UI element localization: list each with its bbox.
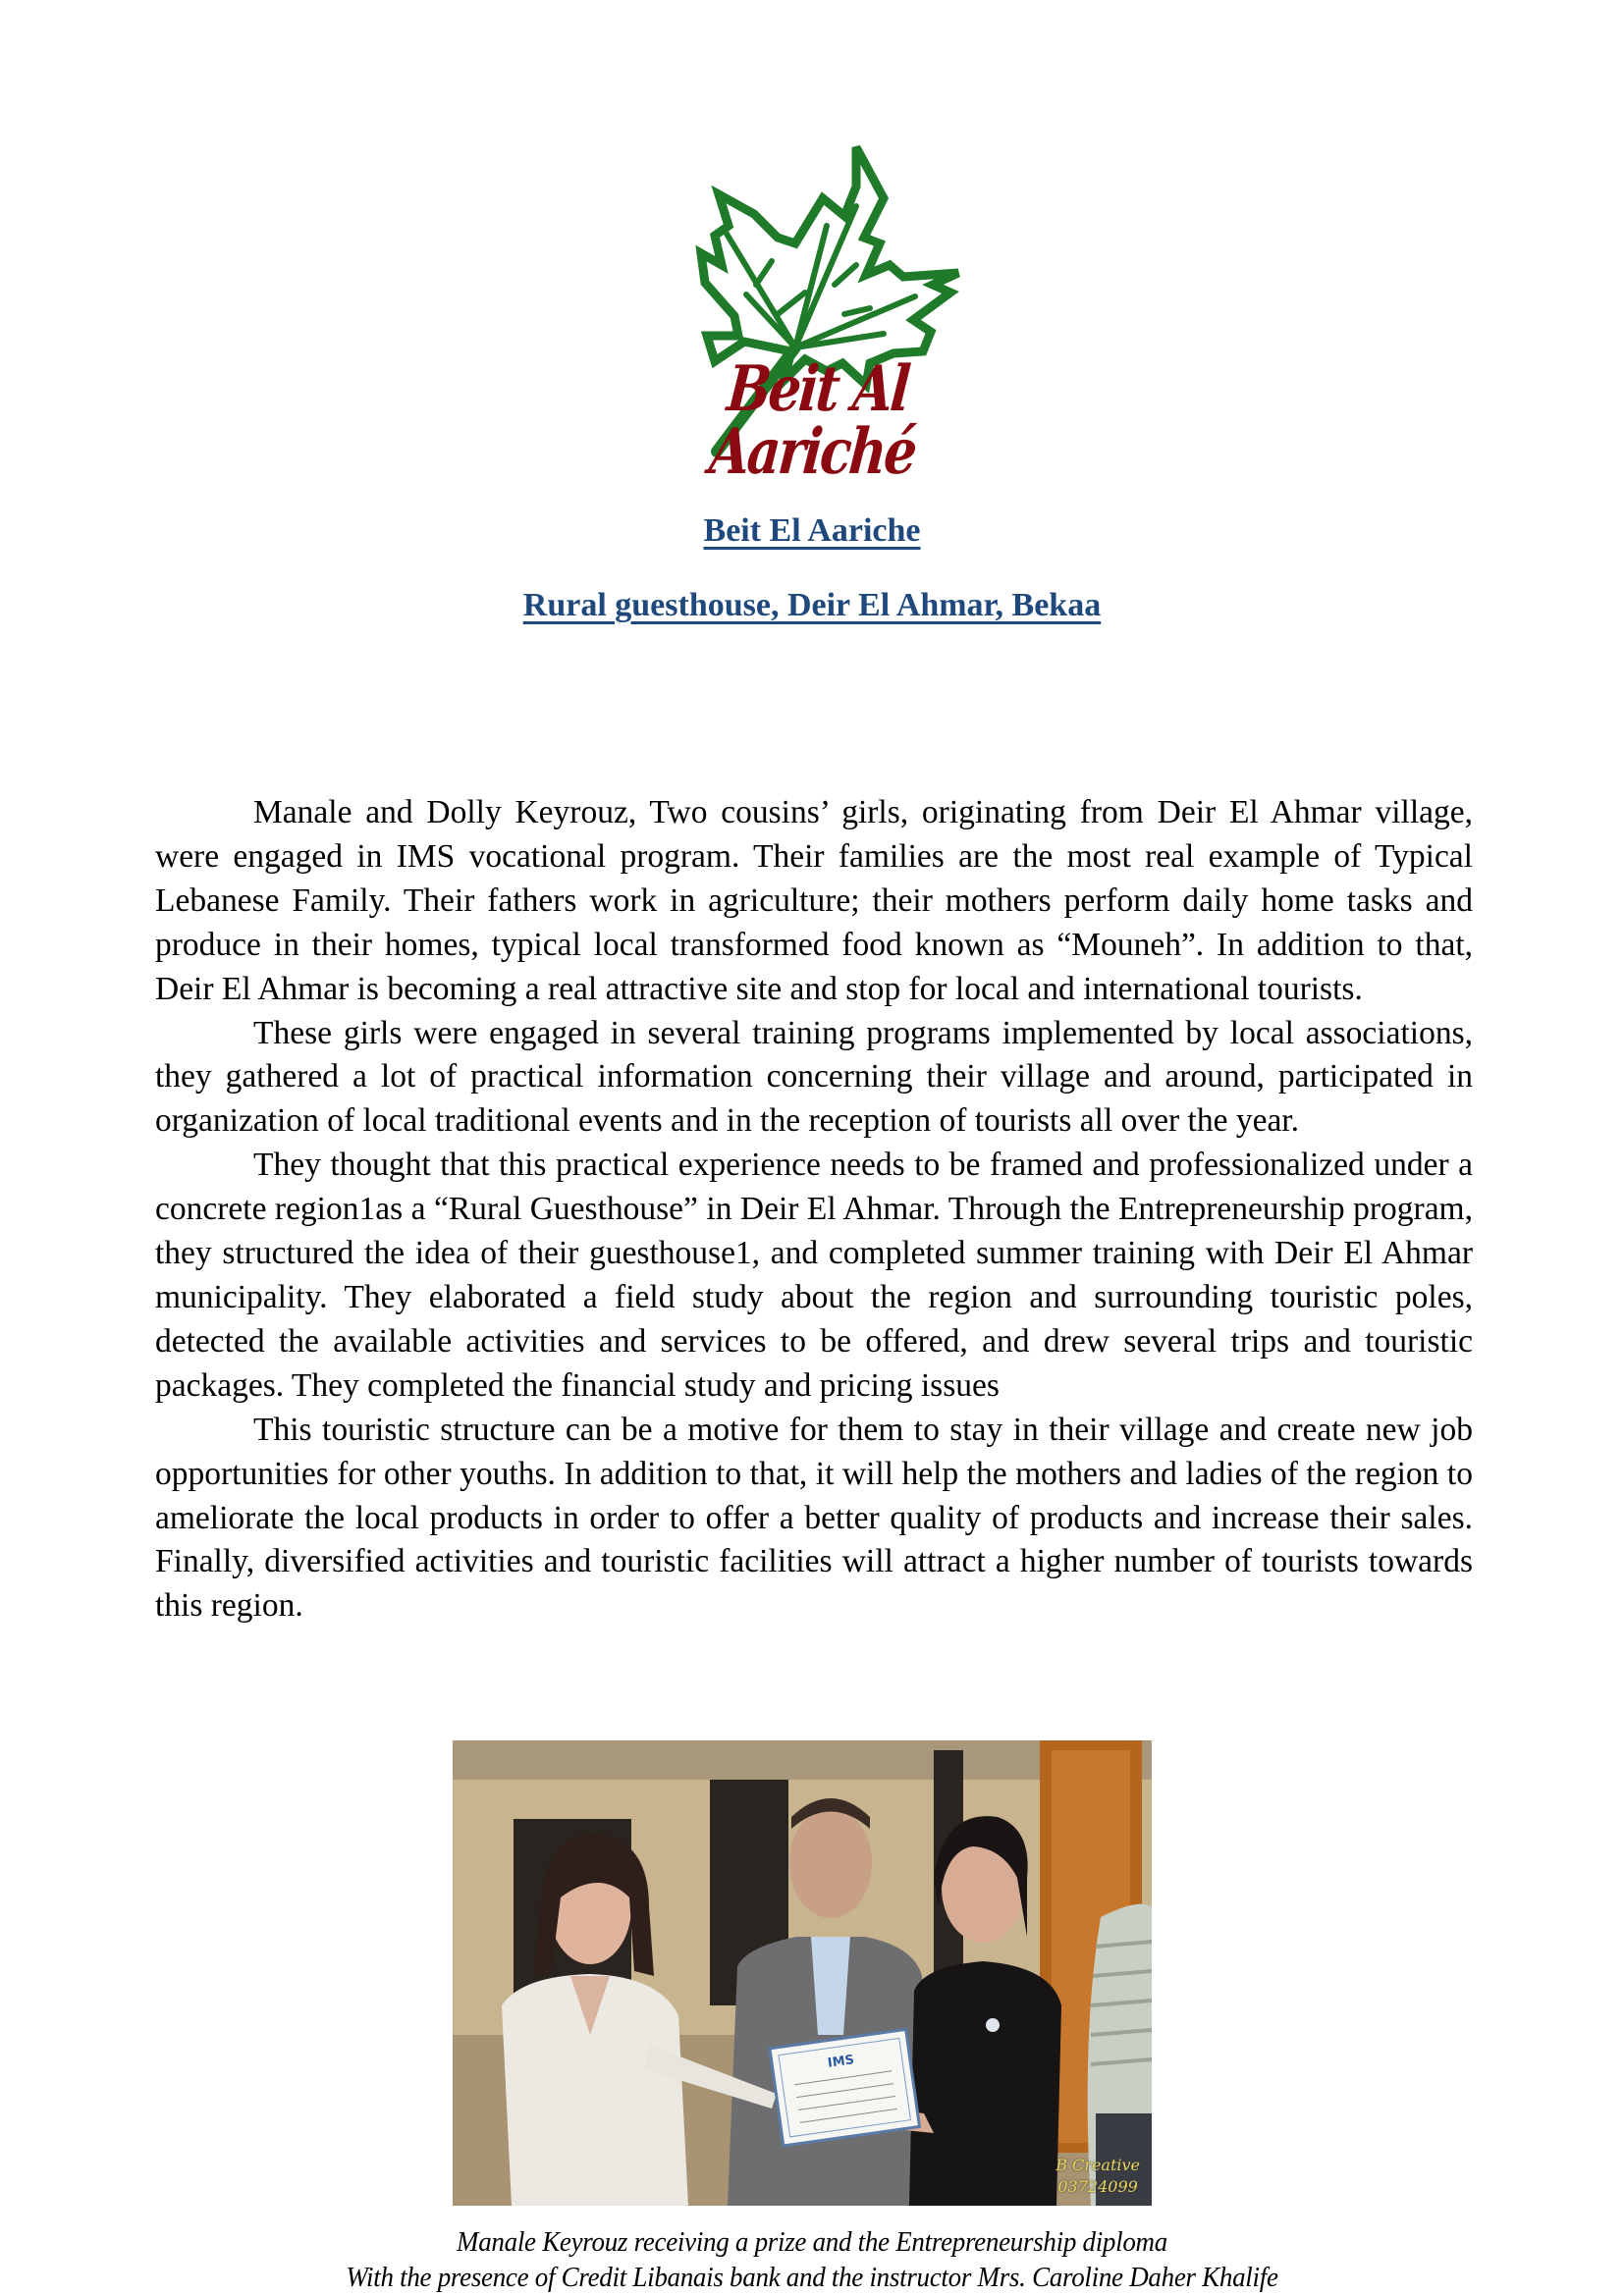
photo-caption (0, 2224, 1624, 2295)
paragraph-4: This touristic structure can be a motive for them to stay in their village and create new job opportunities for other youths. In addition to that, it will help the mothers and ladies of the region to ameliorate the local products in order to offer a better quality of products and increase their sales. Finally, diversified activities and touristic facilities will attract a higher number of tourists towards this region. (155, 1411, 1473, 1625)
photo-watermark (1056, 2155, 1140, 2198)
beit-al-aariche-logo (599, 128, 1031, 491)
paragraph-1: Manale and Dolly Keyrouz, Two cousins’ girls, originating from Deir El Ahmar village, were engaged in IMS vocational program. Their families are the most real example of Typical Lebanese Family. Their fathers work in agriculture; their mothers perform daily home tasks and produce in their homes, typical local transformed food known as “Mouneh”. In addition to that, Deir El Ahmar is becoming a real attractive site and stop for local and international tourists. (155, 794, 1473, 1007)
page-subtitle: Rural guesthouse, Deir El Ahmar, Bekaa (522, 587, 1102, 623)
watermark-name: B Creative (1056, 2156, 1140, 2174)
certificate-logo: IMS (827, 2053, 856, 2071)
page-title: Beit El Aariche (703, 512, 921, 549)
ceremony-photo (453, 1740, 1152, 2206)
paragraph-3: They thought that this practical experience needs to be framed and professionalized under a concrete region1as a “Rural Guesthouse” in Deir El Ahmar. Through the Entrepreneurship program, they structured the idea of their guesthouse1, and completed summer training with Deir El Ahmar municipality. They elaborated a field study about the region and surrounding touristic poles, detected the available activities and services to be offered, and drew several trips and touristic packages. They completed the financial study and pricing issues (155, 1147, 1473, 1404)
caption-line-1: Manale Keyrouz receiving a prize and the Entrepreneurship diploma (457, 2226, 1167, 2258)
watermark-phone: 03724099 (1057, 2177, 1138, 2196)
caption-line-2: With the presence of Credit Libanais bank and the instructor Mrs. Caroline Daher Khalife (346, 2262, 1278, 2293)
ceremony-photo-illustration (453, 1740, 1152, 2206)
logo-wordmark: Beit Al Aariché (706, 352, 918, 489)
paragraph-2: These girls were engaged in several training programs implemented by local associations, they gathered a lot of practical information concerning their village and around, participated in organization of local traditional events and in the reception of tourists all over the year. (155, 1014, 1473, 1140)
body-text (155, 791, 1473, 1629)
